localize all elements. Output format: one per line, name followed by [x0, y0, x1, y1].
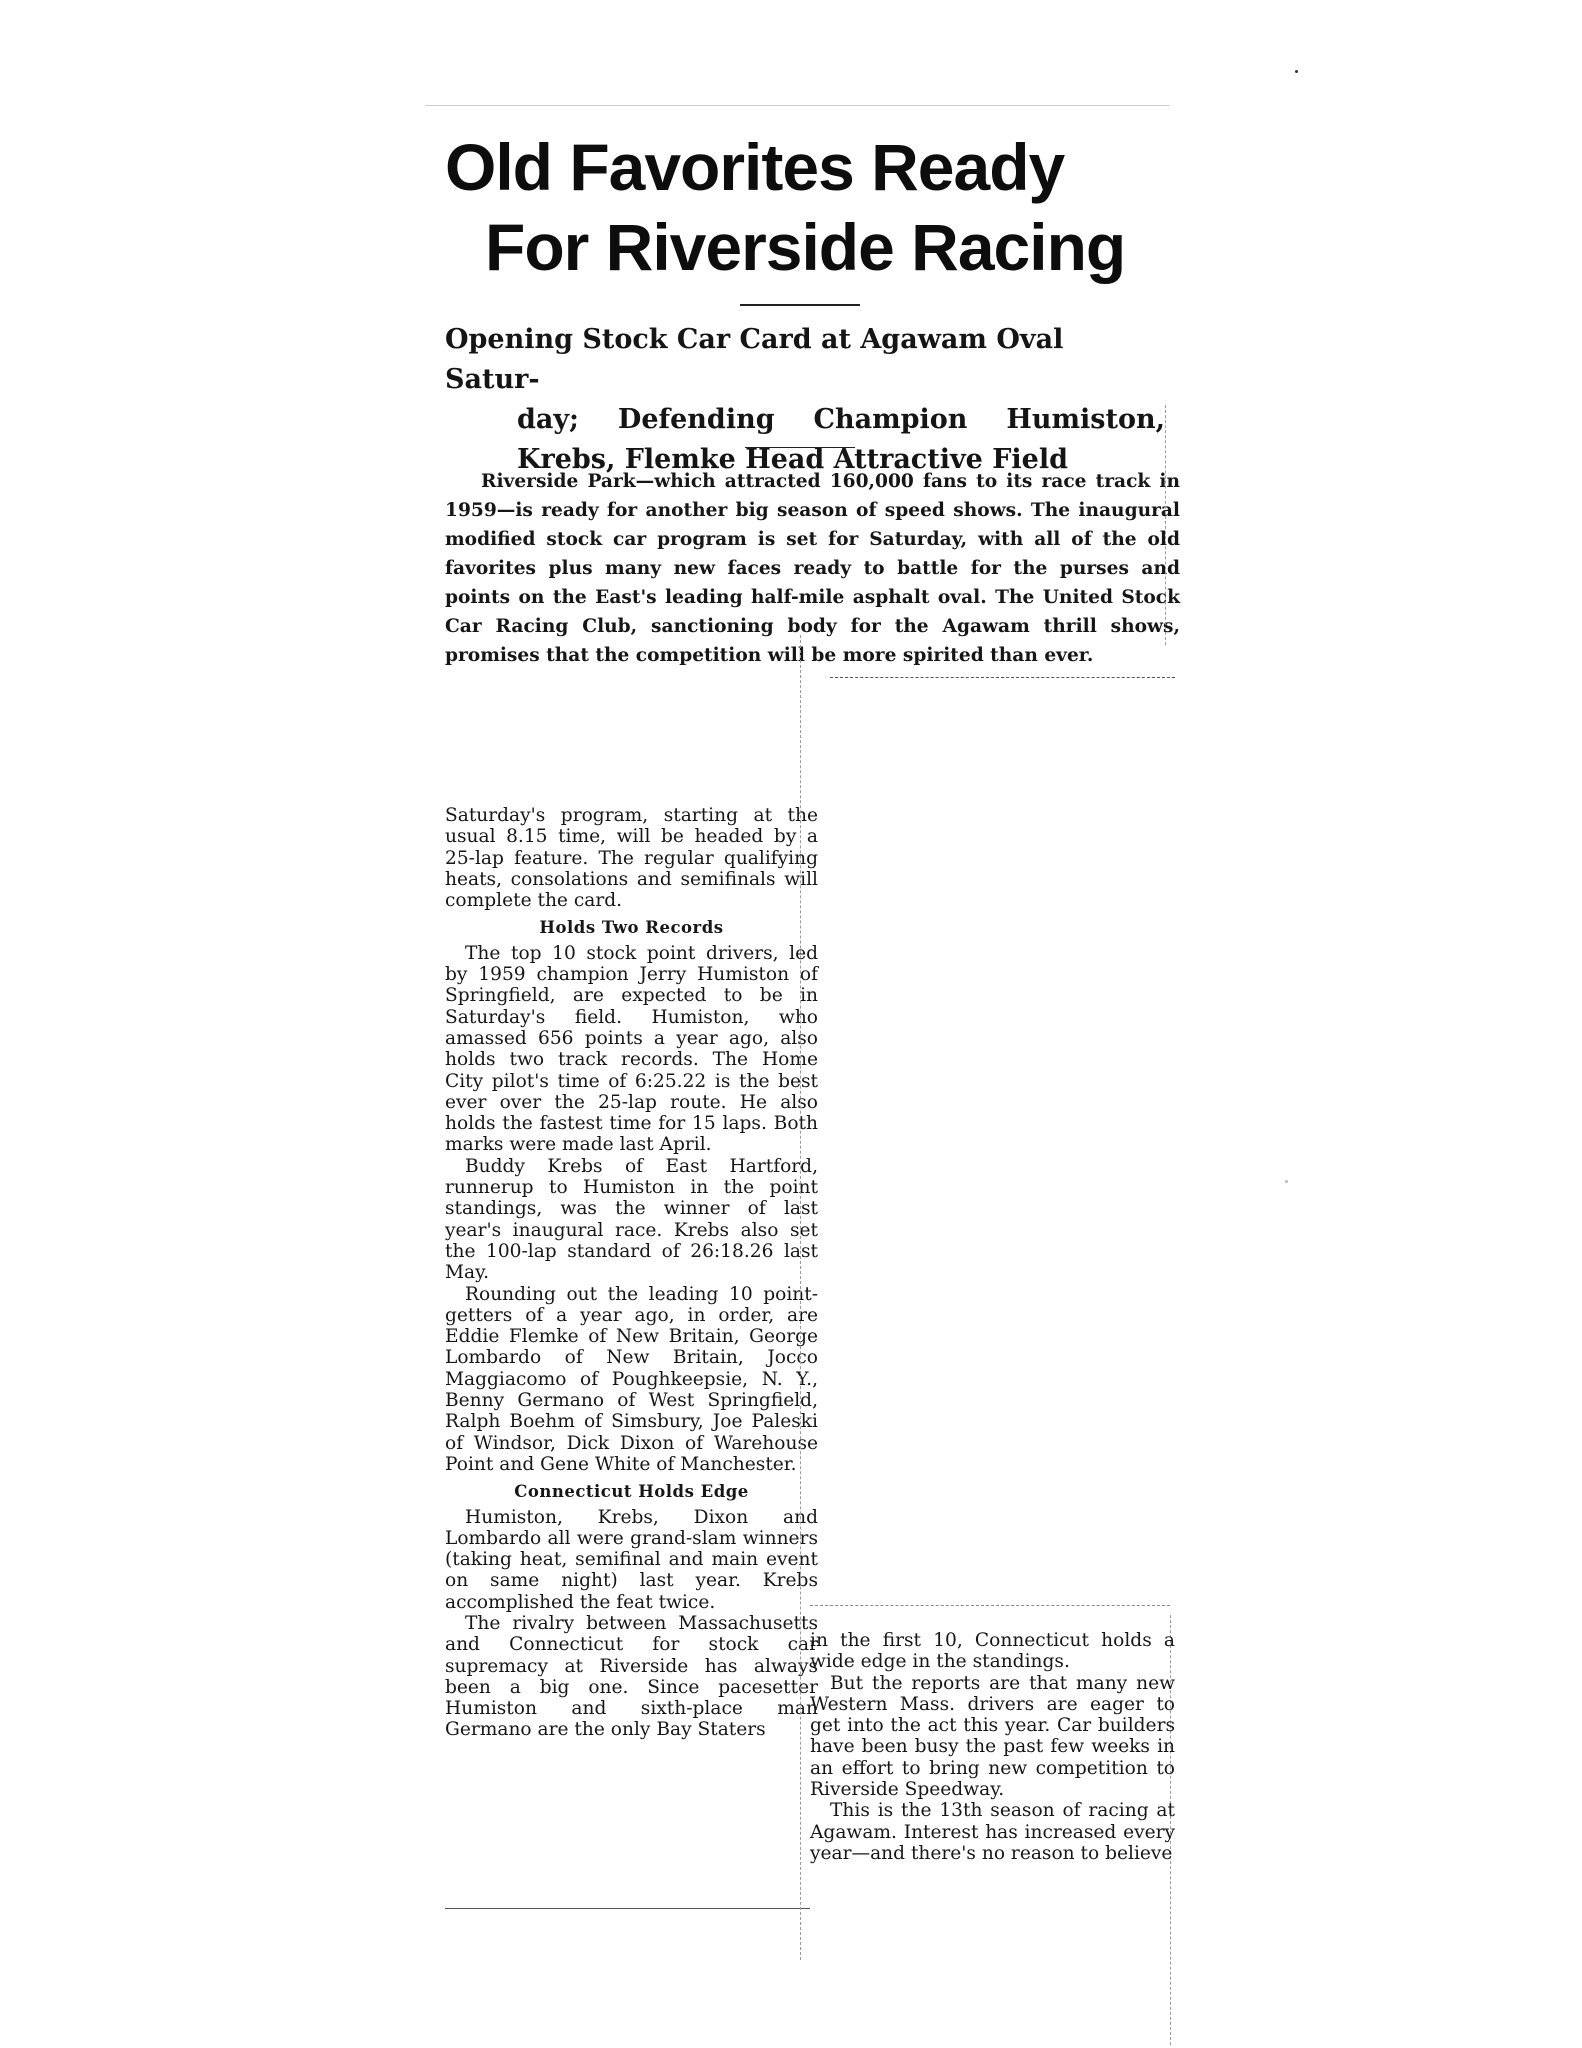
column-1-end-rule — [445, 1908, 810, 1909]
paper-speck — [1285, 1180, 1288, 1183]
headline — [425, 127, 1170, 287]
subhead-connecticut-holds-edge: Connecticut Holds Edge — [514, 1482, 749, 1502]
paragraph-connecticut-edge: in the first 10, Connecticut holds a wide edge in the standings. — [810, 1630, 1175, 1673]
paper-speck — [1295, 70, 1298, 73]
newspaper-clipping — [425, 105, 1180, 1950]
paragraph-rivalry: The rivalry between Massachusetts and Connecticut for stock car supremacy at Riverside has always been a big one. Since pacesetter Humiston and sixth-place man Germano are the only Bay Staters — [445, 1612, 818, 1741]
top-border-line — [425, 105, 1170, 106]
right-edge-line — [1165, 405, 1166, 645]
paragraph-grand-slam: Humiston, Krebs, Dixon and Lombardo all were grand-slam winners (taking heat, semifinal and main event on same night) last year. Krebs accomplished the feat twice. — [445, 1506, 818, 1613]
paragraph-top-ten: Rounding out the leading 10 point-getters of a year ago, in order, are Eddie Flemke of New Britain, George Lombardo of New Britain, Jocco Maggiacomo of Poughkeepsie, N. Y., Benny Germano of West Springfield, Ralph Boehm of Simsbury, Joe Paleski of Windsor, Dick Dixon of Warehouse Point and Gene White of Manchester. — [445, 1283, 818, 1475]
paragraph-program: Saturday's program, starting at the usual 8.15 time, will be headed by a 25-lap feature. The regular qualifying heats, consolations and semifinals will complete the card. — [445, 805, 818, 912]
headline-line-1: Old Favorites Ready — [445, 130, 1065, 204]
headline-divider — [740, 304, 860, 306]
column-2-top-rule — [810, 1605, 1170, 1606]
paragraph-krebs: Buddy Krebs of East Hartford, runnerup to Humiston in the point standings, was the winner of last year's inaugural race. Krebs also set the 100-lap standard of 26:18.26 last May. — [445, 1155, 818, 1284]
subheadline-deck — [445, 320, 1165, 480]
lead-end-rule — [830, 677, 1175, 678]
deck-line-3: Krebs, Flemke Head Attractive Field — [517, 444, 1068, 475]
paragraph-western-mass: But the reports are that many new Western Mass. drivers are eager to get into the act this year. Car builders have been busy the past few weeks in an effort to bring new competition to Riverside Speedway. — [810, 1672, 1175, 1801]
headline-line-2: For Riverside Racing — [485, 210, 1126, 284]
paragraph-humiston: The top 10 stock point drivers, led by 1959 champion Jerry Humiston of Springfield, are expected to be in Saturday's field. Humiston, who amassed 656 points a year ago, also holds two track records. The Home City pilot's time of 6:25.22 is the best ever over the 25-lap route. He also holds the fastest time for 15 laps. Both marks were made last April. — [445, 942, 818, 1156]
article-column-2 — [810, 1630, 1175, 1864]
column-gutter-line — [800, 635, 801, 1960]
lead-paragraph: Riverside Park—which attracted 160,000 fans to its race track in 1959—is ready for another big season of speed shows. The inaugural modified stock car program is set for Saturday, with all of the old favorites plus many new faces ready to battle for the purses and points on the East's leading half-mile asphalt oval. The United Stock Car Racing Club, sanctioning body for the Agawam thrill shows, promises that the competition will be more spirited than ever. — [445, 471, 1180, 666]
deck-line-1: Opening Stock Car Card at Agawam Oval Satur- — [445, 324, 1064, 395]
deck-divider — [745, 447, 855, 448]
paragraph-thirteenth-season: This is the 13th season of racing at Agawam. Interest has increased every year—and there's no reason to believe — [810, 1800, 1175, 1864]
subhead-holds-two-records: Holds Two Records — [539, 918, 724, 938]
article-column-1 — [445, 805, 818, 1741]
deck-line-2: day; Defending Champion Humiston, — [517, 404, 1165, 435]
